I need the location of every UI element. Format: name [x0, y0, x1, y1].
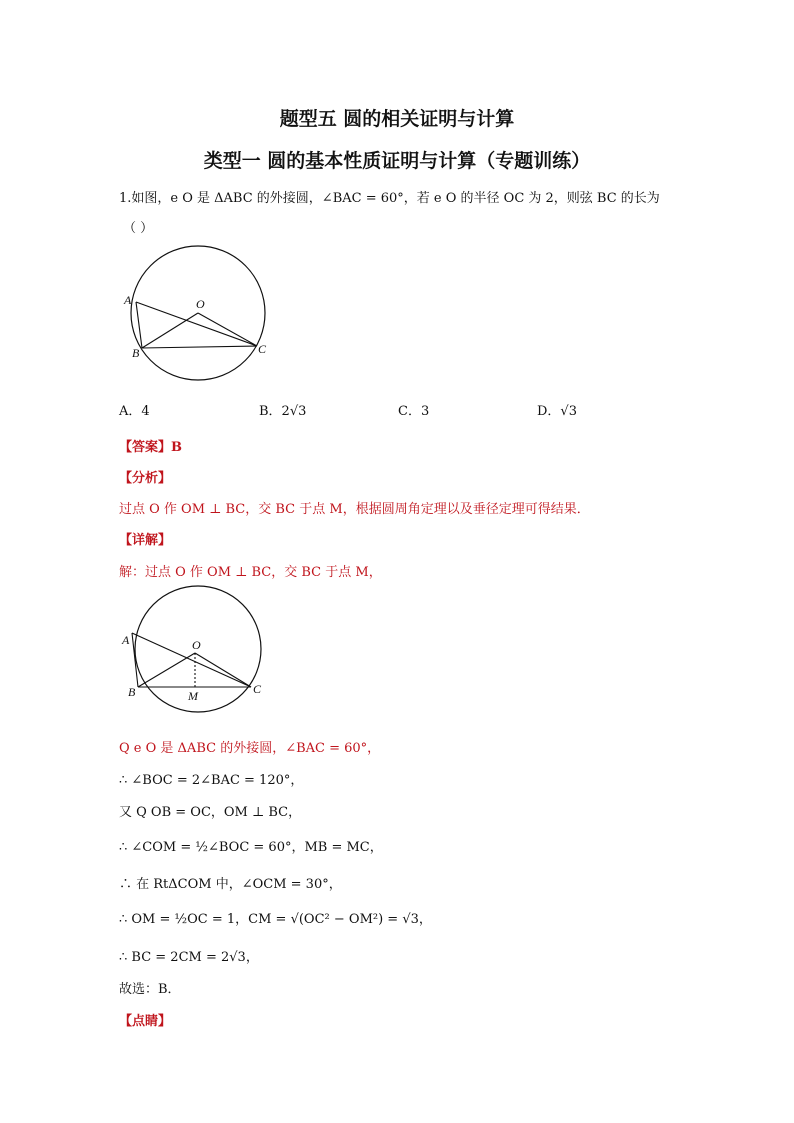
step-1: Q e O 是 ΔABC 的外接圆，∠BAC = 60°，	[119, 741, 381, 756]
label-a: A	[122, 633, 130, 647]
segment-bc	[142, 346, 257, 348]
segment-ob	[138, 653, 195, 687]
label-a: A	[124, 293, 132, 307]
question-line-1: 1.如图，e O 是 ΔABC 的外接圆，∠BAC = 60°，若 e O 的半径 OC 为 2，则弦 BC 的长为	[119, 191, 660, 206]
question-line-2: （ ）	[123, 221, 154, 236]
label-o: O	[196, 297, 205, 311]
step-6: ∴ OM = ½OC = 1，CM = √(OC² − OM²) = √3，	[119, 912, 432, 927]
answer-line: 【答案】B	[119, 440, 182, 455]
label-m: M	[188, 689, 198, 703]
label-c: C	[253, 682, 262, 696]
detail-intro: 解：过点 O 作 OM ⊥ BC，交 BC 于点 M，	[119, 565, 382, 580]
option-c: C．3	[398, 404, 430, 419]
step-4: ∴ ∠COM = ½∠BOC = 60°，MB = MC，	[119, 840, 383, 855]
option-d: D．√3	[537, 404, 577, 419]
figure-1-circle-diagram	[110, 240, 280, 390]
step-2: ∴ ∠BOC = 2∠BAC = 120°，	[119, 773, 304, 788]
label-b: B	[132, 346, 140, 360]
segment-oc	[198, 313, 257, 346]
analysis-header: 【分析】	[119, 471, 172, 486]
option-b: B．2√3	[259, 404, 307, 419]
step-8: 故选：B．	[119, 982, 181, 997]
page-subtitle: 类型一 圆的基本性质证明与计算（专题训练）	[203, 150, 591, 172]
step-5: ∴ 在 RtΔCOM 中，∠OCM = 30°，	[119, 877, 342, 892]
detail-header: 【详解】	[119, 533, 172, 548]
analysis-text: 过点 O 作 OM ⊥ BC，交 BC 于点 M，根据圆周角定理以及垂径定理可得结果．	[119, 502, 590, 517]
page-title: 题型五 圆的相关证明与计算	[279, 108, 515, 130]
label-o: O	[192, 638, 201, 652]
segment-ob	[142, 313, 198, 348]
figure-2-circle-diagram	[110, 583, 280, 723]
step-3: 又 Q OB = OC，OM ⊥ BC，	[119, 805, 302, 820]
comment-header: 【点睛】	[119, 1014, 172, 1029]
label-b: B	[128, 685, 136, 699]
option-a: A．4	[119, 404, 150, 419]
segment-oc	[195, 653, 251, 687]
step-7: ∴ BC = 2CM = 2√3，	[119, 950, 259, 965]
label-c: C	[258, 342, 267, 356]
